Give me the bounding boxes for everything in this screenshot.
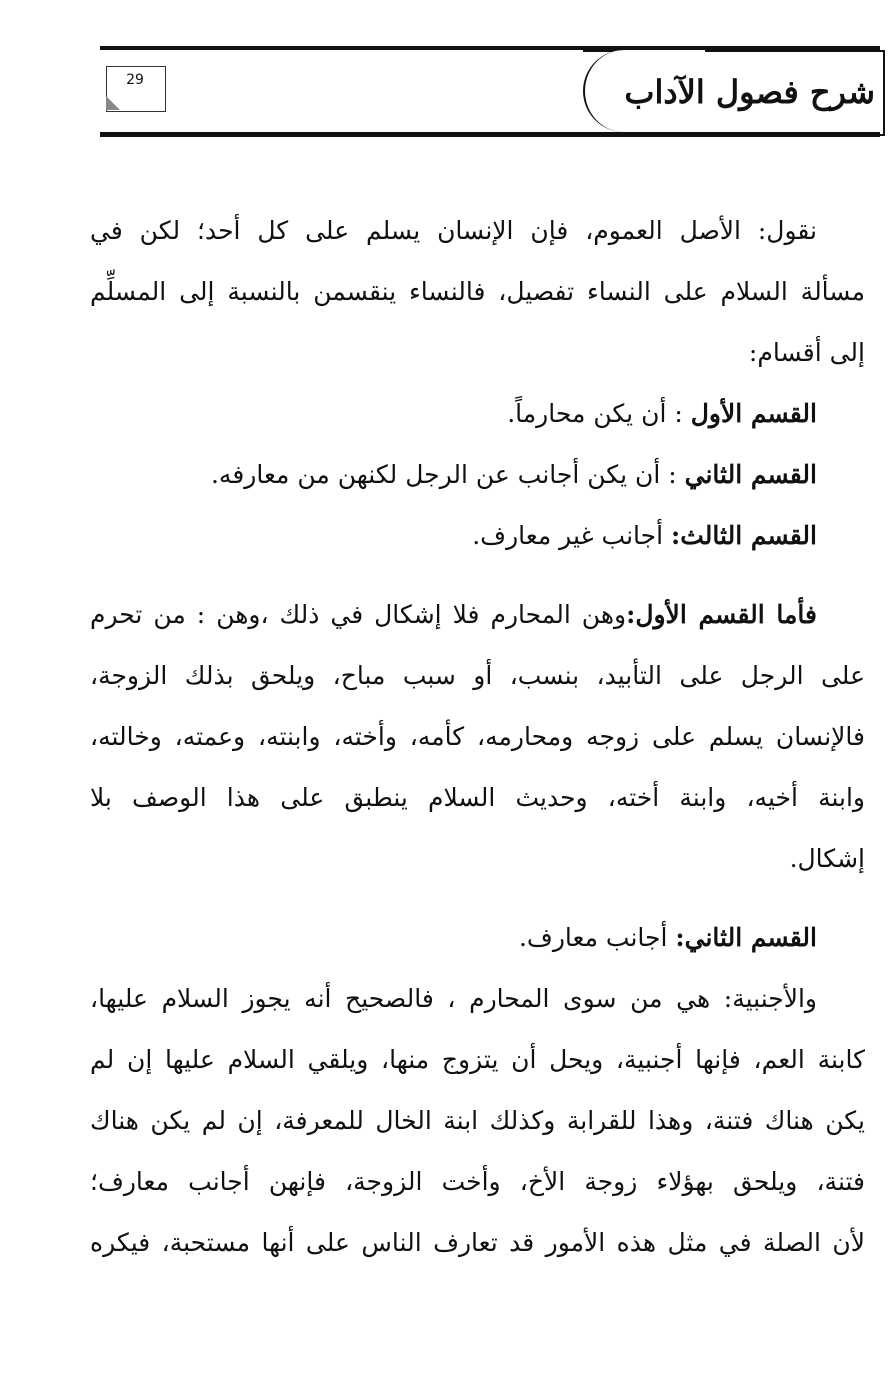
text-line: والأجنبية: هي من سوى المحارم ، فالصحيح أنه يجوز السلام عليها، <box>90 984 817 1013</box>
text-line: فتنة، ويلحق بهؤلاء زوجة الأخ، وأخت الزوجة، فإنهن أجانب معارف؛ <box>90 1167 865 1196</box>
text-line: فالإنسان يسلم على زوجه ومحارمه، كأمه، وأخته، وابنته، وعمته، وخالته، <box>90 722 865 751</box>
header-bottom-rule <box>100 132 880 137</box>
paragraph-label: فأما القسم الأول: <box>626 600 817 629</box>
section-item <box>90 505 865 566</box>
text-line: إشكال. <box>789 844 865 873</box>
book-title: شرح فصول الآداب <box>624 73 875 111</box>
section-text: أجانب غير معارف. <box>472 521 672 550</box>
section-item <box>90 444 865 505</box>
text-line: وابنة أخيه، وابنة أخته، وحديث السلام ينطبق على هذا الوصف بلا <box>90 783 865 812</box>
text-line: كابنة العم، فإنها أجنبية، ويحل أن يتزوج منها، ويلقي السلام عليها إن لم <box>90 1045 865 1074</box>
section-label: القسم الأول <box>690 399 817 428</box>
page-body <box>90 200 865 1273</box>
section-heading: القسم الثاني: أجانب معارف. <box>518 923 817 952</box>
text-line: مسألة السلام على النساء تفصيل، فالنساء ينقسمن بالنسبة إلى المسلِّم <box>90 277 865 306</box>
text-line: فأما القسم الأول:وهن المحارم فلا إشكال في ذلك ،وهن : من تحرم <box>90 600 817 629</box>
page-number: 29 <box>126 72 144 88</box>
text-line: نقول: الأصل العموم، فإن الإنسان يسلم على كل أحد؛ لكن في <box>90 216 817 245</box>
section-label: القسم الثاني <box>684 460 817 489</box>
section-item <box>90 383 865 444</box>
text-line: لأن الصلة في مثل هذه الأمور قد تعارف الناس على أنها مستحبة، فيكره <box>90 1228 865 1257</box>
section-text: : أن يكن أجانب عن الرجل لكنهن من معارفه. <box>210 460 685 489</box>
section-label: القسم الثالث: <box>671 521 817 550</box>
paragraph-label: القسم الثاني: <box>675 923 817 952</box>
text-line: إلى أقسام: <box>748 338 865 367</box>
page-curl-icon <box>106 96 120 110</box>
section-text: : أن يكن محارماً. <box>507 399 691 428</box>
text-line: على الرجل على التأبيد، بنسب، أو سبب مباح، ويلحق بذلك الزوجة، <box>90 661 865 690</box>
text-line: يكن هناك فتنة، وهذا للقرابة وكذلك ابنة الخال للمعرفة، إن لم يكن هناك <box>90 1106 865 1135</box>
